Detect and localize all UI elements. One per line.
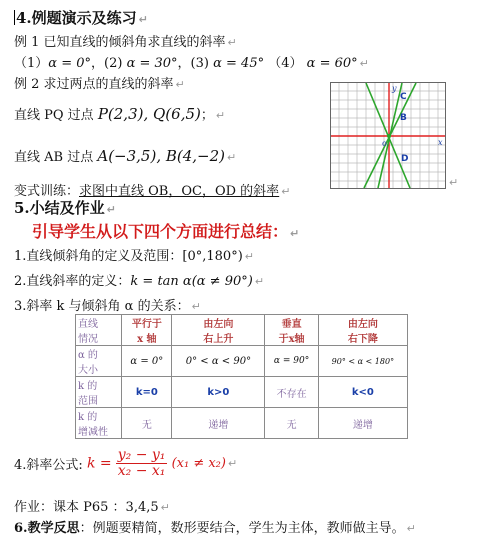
line-ab: 直线 AB 过点 A(−3,5), B(4,−2) ↵	[14, 147, 237, 165]
slope-fraction: $\frac{\text{y₂ − y₁}}{\text{x₂ − x₁}}$	[117, 447, 166, 479]
table-cell: 不存在	[265, 377, 318, 408]
table-cell: k=0	[122, 377, 172, 408]
point-3: 3.斜率 k 与倾斜角 α 的关系： ↵	[14, 299, 201, 314]
table-cell: 90° < α < 180°	[318, 346, 407, 377]
homework: 作业：课本 P65 ：3,4,5 ↵	[14, 500, 170, 515]
table-cell: k 的 范围	[76, 377, 122, 408]
svg-text:y: y	[392, 84, 397, 93]
text-cursor	[14, 10, 15, 25]
table-cell: 无	[265, 408, 318, 439]
example-1-label: 例 1 已知直线的倾斜角求直线的斜率 ↵	[14, 35, 237, 50]
svg-text:C: C	[400, 92, 407, 102]
table-row	[76, 377, 408, 408]
example-2-label: 例 2 求过两点的直线的斜率 ↵	[14, 77, 185, 92]
point-2: 2.直线斜率的定义：k = tan α(α ≠ 90°) ↵	[14, 274, 265, 289]
svg-text:o: o	[382, 139, 387, 148]
svg-text:D: D	[401, 154, 409, 164]
table-cell: k 的 增减性	[76, 408, 122, 439]
table-cell: α = 0°	[122, 346, 172, 377]
coordinate-graph	[330, 82, 446, 189]
table-cell: α = 90°	[265, 346, 318, 377]
table-cell: k>0	[172, 377, 265, 408]
table-cell: 0° < α < 90°	[172, 346, 265, 377]
section-4-title: 4.例题演示及练习 ↵	[16, 9, 148, 27]
slope-angle-table	[75, 314, 408, 439]
table-cell: 垂直 于x轴	[265, 315, 318, 346]
table-cell: k<0	[318, 377, 407, 408]
table-cell: 直线 情况	[76, 315, 122, 346]
svg-text:x: x	[438, 138, 443, 147]
table-cell: 由左向 右下降	[318, 315, 407, 346]
point-4: 4.斜率公式: k = $\frac{\text{y₂ − y₁}}{\text{x₂ − x₁}}$ (x₁ ≠ x₂) ↵	[14, 447, 238, 479]
table-row	[76, 408, 408, 439]
svg-text:B: B	[400, 113, 407, 123]
guide-heading: 引导学生从以下四个方面进行总结： ↵	[32, 222, 300, 241]
reflection: 6.教学反思：例题要精简，数形要结合，学生为主体，教师做主导。 ↵	[14, 521, 416, 536]
example-1-parts: （1）α = 0°，(2) α = 30°，(3) α = 45° （4） α = 60° ↵	[14, 56, 369, 71]
section-5-title: 5.小结及作业 ↵	[14, 199, 116, 217]
point-1: 1.直线倾斜角的定义及范围：[0°,180°) ↵	[14, 249, 254, 264]
variant-exercise: 变式训练：求图中直线 OB，OC，OD 的斜率 ↵	[14, 184, 291, 199]
table-cell: 递增	[172, 408, 265, 439]
table-cell: 递增	[318, 408, 407, 439]
line-pq: 直线 PQ 过点 P(2,3), Q(6,5)； ↵	[14, 105, 226, 123]
table-cell: 无	[122, 408, 172, 439]
table-cell: 平行于 x 轴	[122, 315, 172, 346]
table-cell: α 的 大小	[76, 346, 122, 377]
table-row	[76, 315, 408, 346]
table-cell: 由左向 右上升	[172, 315, 265, 346]
table-row	[76, 346, 408, 377]
